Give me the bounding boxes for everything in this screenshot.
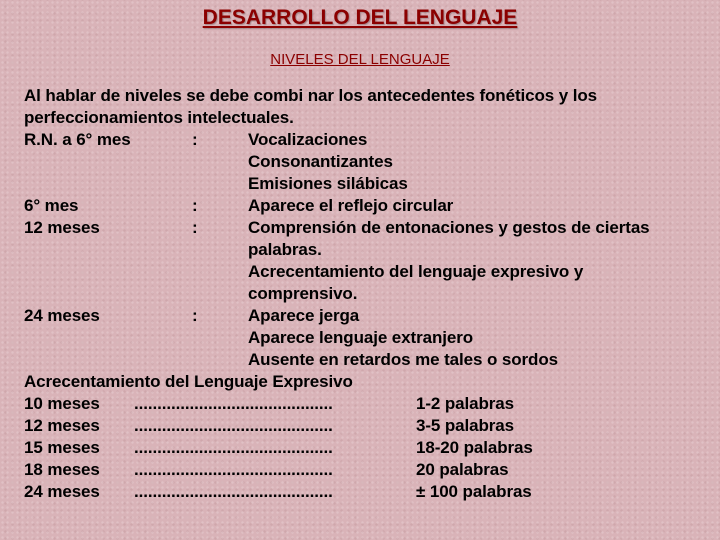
milestone-age: R.N. a 6° mes (24, 130, 131, 149)
expressive-age: 12 meses (24, 416, 100, 435)
milestone-item: Aparece jerga (248, 306, 360, 325)
slide-title: DESARROLLO DEL LENGUAJE (202, 6, 518, 29)
expressive-dots: ........................................... (134, 394, 333, 413)
milestone-item: Aparece el reflejo circular (248, 196, 454, 215)
expressive-age: 10 meses (24, 394, 100, 413)
expressive-words: ± 100 palabras (416, 482, 532, 501)
milestone-separator: : (192, 196, 198, 215)
expressive-heading: Acrecentamiento del Lenguaje Expresivo (24, 372, 353, 391)
expressive-age: 15 meses (24, 438, 100, 457)
slide-subtitle: NIVELES DEL LENGUAJE (270, 51, 450, 68)
milestone-separator: : (192, 218, 198, 237)
milestone-item: Vocalizaciones (248, 130, 368, 149)
expressive-words: 3-5 palabras (416, 416, 515, 435)
milestone-age: 24 meses (24, 306, 100, 325)
milestone-item: Consonantizantes (248, 152, 393, 171)
expressive-dots: ........................................... (134, 460, 333, 479)
expressive-words: 18-20 palabras (416, 438, 533, 457)
expressive-dots: ........................................... (134, 438, 333, 457)
milestone-item: Emisiones silábicas (248, 174, 408, 193)
expressive-age: 18 meses (24, 460, 100, 479)
milestone-age: 6° mes (24, 196, 79, 215)
expressive-age: 24 meses (24, 482, 100, 501)
milestone-item: Comprensión de entonaciones y gestos de ciertas (248, 218, 650, 237)
milestone-separator: : (192, 130, 198, 149)
intro-line-2: perfeccionamientos intelectuales. (24, 108, 294, 127)
milestone-item: Aparece lenguaje extranjero (248, 328, 474, 347)
expressive-words: 1-2 palabras (416, 394, 515, 413)
expressive-dots: ........................................... (134, 416, 333, 435)
milestone-item: comprensivo. (248, 284, 358, 303)
milestone-age: 12 meses (24, 218, 100, 237)
milestone-item: Acrecentamiento del lenguaje expresivo y (248, 262, 584, 281)
expressive-dots: ........................................... (134, 482, 333, 501)
milestone-separator: : (192, 306, 198, 325)
milestone-item: Ausente en retardos me tales o sordos (248, 350, 558, 369)
intro-line-1: Al hablar de niveles se debe combi nar los antecedentes fonéticos y los (24, 86, 597, 105)
expressive-words: 20 palabras (416, 460, 509, 479)
milestone-item: palabras. (248, 240, 322, 259)
